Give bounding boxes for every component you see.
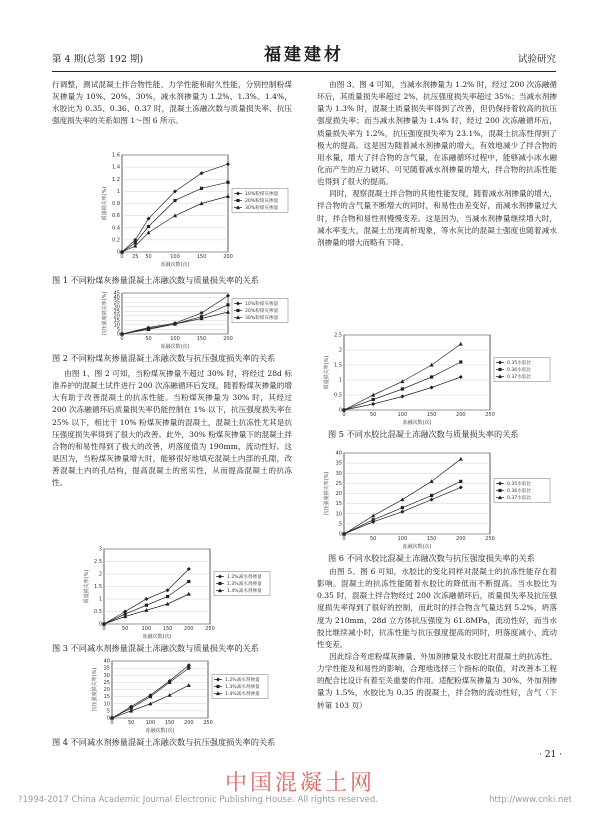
- y-tick-label: 0: [116, 249, 120, 256]
- data-point: [226, 194, 230, 198]
- x-tick-label: 100: [170, 336, 180, 342]
- fig1-chart: [100, 150, 290, 268]
- y-tick-label: 30: [335, 470, 342, 477]
- data-point: [168, 681, 171, 684]
- legend-label: 0.37水胶比: [507, 375, 532, 381]
- x-tick-label: 100: [397, 536, 408, 542]
- y-tick-label: 10: [103, 701, 110, 708]
- legend-label: 1.4%减水剂掺量: [225, 692, 260, 698]
- figure-5-caption: 图 5 不同水胶比混凝土冻融次数与质量损失率的关系: [328, 429, 519, 439]
- fig3-chart: [82, 544, 272, 640]
- series-line: [122, 296, 228, 334]
- y-tick-label: 20: [103, 687, 110, 694]
- right-column-body: [317, 566, 557, 712]
- x-tick-label: 0: [342, 412, 346, 418]
- legend-label: 30%粉煤灰掺量: [245, 316, 279, 322]
- y-tick-label: 1: [116, 188, 120, 195]
- y-tick-label: 0.2: [112, 237, 120, 244]
- right-paragraph-4: 因此综合考虑粉煤灰掺量、外加剂掺量及水胶比对混凝土的抗冻性、力学性能及和易性的影响，合理地选择三个指标的取值，对改善本工程的配合比设计有着至关重要的作用。适配粉煤灰掺量为 30%，外加剂掺量为 1.5%，水胶比为 0.35 的混凝土，拌合物的流动性好，含气（下转第 103 页）: [317, 651, 557, 710]
- legend-label: 0.35水胶比: [507, 482, 532, 488]
- y-tick-label: 40: [113, 295, 120, 302]
- fig5-chart: [322, 330, 552, 426]
- data-point: [187, 580, 190, 583]
- x-axis-label: 冻融次数(次): [145, 728, 175, 734]
- y-tick-label: 2: [98, 571, 102, 578]
- right-paragraph-3: 由图 5、图 6 可知，水胶比的变化同样对混凝土的抗冻性能存在着影响。混凝土的抗冻性能随着水胶比的降低而不断提高。当水胶比为 0.35 时，混凝土拌合物经过 200 次冻融循环后，质量损失率及抗压强度损失率得到了很好的控制，而此时的拌合物含气量达到 5.2%，坍落度为 210mm，28d 立方体抗压强度为 61.8MPa，流动性好，而当水胶比继续减小时，抗冻性能与抗压强度提高的同时，坍落度减小，流动性变差。: [317, 567, 557, 649]
- data-point: [459, 360, 462, 363]
- y-tick-label: 40: [103, 658, 110, 665]
- x-tick-label: 0: [110, 720, 114, 726]
- x-tick-label: 150: [164, 720, 175, 726]
- figure-6: [322, 448, 552, 550]
- x-tick-label: 150: [426, 536, 437, 542]
- figure-4-caption: 图 4 不同减水剂掺量混凝土冻融次数与抗压强度损失率的关系: [52, 737, 276, 747]
- x-axis-label: 冻融次数(次): [402, 544, 432, 550]
- y-tick-label: 30: [103, 672, 110, 679]
- data-point: [430, 375, 433, 378]
- fig4-chart: [90, 656, 270, 734]
- data-point: [401, 387, 404, 390]
- data-point: [168, 693, 172, 697]
- y-tick-label: 35: [103, 665, 110, 672]
- y-tick-label: 1.4: [112, 164, 120, 171]
- figure-2: [100, 288, 290, 350]
- legend-label: 0.36水胶比: [507, 368, 532, 374]
- data-point: [430, 479, 434, 483]
- x-tick-label: 250: [203, 720, 213, 726]
- y-tick-label: 0: [338, 531, 342, 538]
- page-header: [52, 46, 556, 72]
- y-axis-label: 抗压强度损失率(%): [324, 471, 330, 516]
- legend-label: 1.3%减水剂掺量: [227, 582, 262, 588]
- figure-1-caption: 图 1 不同粉煤灰掺量混凝土冻融次数与质量损失率的关系: [52, 275, 259, 285]
- right-paragraph-1: 由图 3、图 4 可知，当减水剂掺量为 1.2% 时，经过 200 次冻融循环后，其质量损失率超过 2%，抗压强度损失率超过 35%；当减水剂掺量为 1.3% 时，混凝土质量损失率得到了改善，但仍保持着较高的抗压强度损失率；而当减水剂掺量为 1.4% 时，经过 200 次冻融循环后，质量损失率为 1.2%，抗压强度损失率为 23.1%，混凝土抗冻性得到了极大的提高。这是因为随着减水剂掺量的增大，有效地减少了拌合物的用水量，增大了拌合物的含气量，在冻融循环过程中，能够减小冰水融化而产生的应力破坏。可见随着减水剂掺量的增大，拌合物的抗冻性能也得到了很大的提高。: [317, 80, 557, 187]
- left-paragraph-1: 行调整，测试混凝土拌合物性能、力学性能和耐久性能，分别控制粉煤灰掺量为 10%、20%、30%，减水剂掺量为 1.2%、1.3%、1.4%，水胶比为 0.35、0.36、0.37 时，混凝土冻融次数与质量损失率、抗压强度损失率的关系如图 1～图 6 所示。: [52, 80, 292, 126]
- y-tick-label: 0.8: [112, 201, 120, 208]
- y-tick-label: 0.4: [112, 225, 120, 232]
- left-column-body: [52, 368, 292, 489]
- y-tick-label: 0.5: [94, 609, 102, 616]
- data-point: [145, 604, 148, 607]
- data-point: [144, 597, 148, 601]
- y-tick-label: 30: [113, 304, 120, 311]
- series-line: [112, 665, 189, 718]
- x-tick-label: 50: [145, 336, 152, 342]
- x-tick-label: 150: [426, 412, 437, 418]
- legend-marker: [498, 489, 501, 492]
- data-point: [459, 480, 462, 483]
- series-line: [112, 668, 189, 718]
- x-axis-label: 冻融次数(次): [160, 344, 190, 350]
- y-tick-label: 15: [335, 501, 342, 508]
- y-tick-label: 20: [113, 313, 120, 320]
- right-paragraph-2: 同时，观察混凝土拌合物的其他性能发现，随着减水剂掺量的增大，拌合物的含气量不断增大的同时，和易性由差变好，而减水剂掺量过大时，拌合物和易性则慢慢变差。这是因为，当减水剂掺量继续增大时，减水率变大，混凝土出现离析现象，等水灰比的混凝土强度也随着减水剂掺量的增大而略有下降。: [317, 189, 557, 247]
- y-tick-label: 35: [113, 299, 120, 306]
- legend-label: 10%粉煤灰掺量: [245, 302, 279, 308]
- y-tick-label: 0.5: [334, 392, 342, 399]
- x-tick-label: 200: [223, 336, 233, 342]
- y-axis-label: 质量损失率(%): [324, 355, 330, 390]
- data-point: [187, 667, 190, 670]
- y-tick-label: 1.5: [94, 584, 102, 591]
- x-tick-label: 250: [205, 626, 215, 632]
- figure-3: [82, 544, 272, 640]
- legend-label: 1.4%减水剂掺量: [227, 589, 262, 595]
- x-tick-label: 0: [342, 536, 346, 542]
- left-paragraph-2: 由图 1、图 2 可知，当粉煤灰掺量不超过 30% 时，将经过 28d 标准养护的混凝土试件进行 200 次冻融循环后发现，随着粉煤灰掺量的增大有助于改善混凝土的抗冻性能。当粉煤灰掺量为 30% 时，其经过 200 次冻融循环后质量损失率仍能控制在 1% 以下，抗压强度损失率在 25% 以下，相比于 10% 粉煤灰掺量的混凝土，混凝土抗冻性尤其是抗压强度损失率得到了很大的改善。此外，30% 粉煤灰掺量下的混凝土拌合物的和易性得到了极大的改善，坍落度值为 190mm，流动性好。这是因为，当粉煤灰掺量增大时，能够很好地填充混凝土内部的孔隙，改善混凝土内的孔结构，提高混凝土的密实性，从而提高混凝土的抗冻性。: [52, 369, 292, 488]
- x-tick-label: 200: [456, 536, 466, 542]
- y-tick-label: 0: [106, 715, 110, 722]
- y-tick-label: 0: [98, 621, 102, 628]
- right-column: [317, 79, 557, 249]
- data-point: [226, 294, 230, 298]
- y-tick-label: 0: [116, 331, 120, 338]
- figure-2-caption: 图 2 不同粉煤灰掺量混凝土冻融次数与抗压强度损失率的关系: [52, 353, 276, 363]
- data-point: [147, 230, 151, 234]
- data-point: [401, 506, 404, 509]
- data-point: [459, 342, 463, 346]
- x-tick-label: 100: [397, 412, 408, 418]
- x-tick-label: 100: [141, 626, 152, 632]
- x-tick-label: 250: [485, 536, 495, 542]
- fig2-chart: [100, 288, 290, 350]
- legend-label: 30%粉煤灰掺量: [245, 206, 279, 212]
- y-tick-label: 35: [335, 460, 342, 467]
- y-tick-label: 5: [116, 327, 120, 334]
- figure-6-caption: 图 6 不同水胶比混凝土冻融次数与抗压强度损失率的关系: [328, 553, 535, 563]
- journal-masthead: 福建建材: [264, 44, 344, 65]
- y-axis-label: 抗压强度损失率(%): [92, 667, 98, 712]
- site-url[interactable]: http://www.cnki.net: [489, 795, 572, 805]
- y-axis-label: 质量损失率(%): [84, 569, 90, 604]
- data-point: [430, 386, 434, 390]
- x-tick-label: 0: [120, 254, 124, 260]
- y-tick-label: 40: [335, 450, 342, 457]
- data-point: [226, 181, 229, 184]
- legend-label: 20%粉煤灰掺量: [245, 309, 279, 315]
- data-point: [147, 225, 150, 228]
- legend-label: 0.37水胶比: [507, 496, 532, 502]
- issue-label: 第 4 期(总第 192 期): [52, 53, 144, 65]
- data-point: [430, 498, 434, 502]
- legend-label: 10%粉煤灰掺量: [245, 192, 279, 198]
- y-tick-label: 10: [335, 511, 342, 518]
- data-point: [430, 363, 434, 367]
- y-tick-label: 5: [338, 521, 342, 528]
- legend-label: 1.2%减水剂掺量: [225, 678, 260, 684]
- legend-label: 0.36水胶比: [507, 489, 532, 495]
- figure-3-caption: 图 3 不同减水剂掺量混凝土冻融次数与质量损失率的关系: [52, 643, 259, 653]
- y-tick-label: 2.5: [334, 332, 342, 339]
- series-line: [344, 459, 461, 534]
- x-axis-label: 冻融次数(次): [142, 634, 172, 640]
- data-point: [371, 402, 375, 406]
- left-column: [52, 79, 292, 128]
- y-axis-label: 质量损失率(%): [102, 186, 108, 221]
- series-line: [122, 196, 228, 252]
- y-tick-label: 0.6: [112, 213, 120, 220]
- legend-label: 1.2%减水剂掺量: [227, 575, 262, 581]
- data-point: [173, 199, 176, 202]
- x-tick-label: 150: [196, 336, 207, 342]
- data-point: [166, 595, 169, 598]
- x-tick-label: 150: [162, 626, 173, 632]
- x-axis-label: 冻融次数(次): [160, 262, 190, 268]
- y-tick-label: 10: [113, 322, 120, 329]
- legend-label: 0.35水胶比: [507, 361, 532, 367]
- x-tick-label: 0: [102, 626, 106, 632]
- data-point: [371, 514, 375, 518]
- x-tick-label: 250: [485, 412, 495, 418]
- x-tick-label: 200: [184, 626, 194, 632]
- copyright-notice: ?1994-2017 China Academic Journal Electronic Publishing House. All rights reserved.: [18, 795, 378, 805]
- page-number: · 21 ·: [539, 750, 562, 760]
- legend-marker: [218, 582, 221, 585]
- x-tick-label: 50: [128, 720, 135, 726]
- legend-label: 20%粉煤灰掺量: [245, 199, 279, 205]
- x-tick-label: 200: [456, 412, 466, 418]
- x-tick-label: 100: [145, 720, 156, 726]
- data-point: [459, 485, 463, 489]
- data-point: [430, 494, 433, 497]
- watermark-text: 中国混凝土网: [224, 771, 375, 796]
- y-tick-label: 25: [103, 679, 110, 686]
- data-point: [226, 162, 230, 166]
- y-tick-label: 1: [98, 596, 102, 603]
- y-tick-label: 1.6: [112, 152, 120, 159]
- data-point: [200, 187, 203, 190]
- data-point: [459, 457, 463, 461]
- y-tick-label: 2.5: [94, 559, 102, 566]
- series-line: [344, 344, 461, 410]
- data-point: [459, 375, 463, 379]
- x-tick-label: 50: [370, 412, 377, 418]
- data-point: [149, 695, 152, 698]
- y-axis-label: 抗压强度损失率(%): [102, 291, 108, 336]
- data-point: [372, 518, 375, 521]
- data-point: [372, 398, 375, 401]
- data-point: [187, 683, 191, 687]
- data-point: [200, 311, 204, 315]
- data-point: [400, 497, 404, 501]
- x-tick-label: 100: [170, 254, 180, 260]
- x-tick-label: 25: [132, 254, 139, 260]
- fig6-chart: [322, 448, 552, 550]
- y-tick-label: 1.2: [112, 176, 120, 183]
- data-point: [226, 310, 230, 314]
- series-line: [104, 582, 189, 625]
- series-line: [104, 569, 189, 624]
- x-tick-label: 50: [122, 626, 129, 632]
- y-tick-label: 5: [106, 708, 110, 715]
- x-tick-label: 50: [145, 254, 152, 260]
- x-axis-label: 冻融次数(次): [402, 420, 432, 426]
- data-point: [400, 510, 404, 514]
- figure-4: [90, 656, 270, 734]
- figure-1: [100, 150, 290, 268]
- legend-marker: [216, 685, 219, 688]
- y-tick-label: 3: [98, 546, 102, 553]
- y-tick-label: 0: [338, 407, 342, 414]
- x-tick-label: 150: [196, 254, 207, 260]
- y-tick-label: 25: [335, 480, 342, 487]
- figure-5: [322, 330, 552, 426]
- series-line: [344, 362, 461, 410]
- y-tick-label: 2: [338, 347, 342, 354]
- data-point: [200, 171, 204, 175]
- y-tick-label: 15: [113, 317, 120, 324]
- x-tick-label: 0: [120, 336, 124, 342]
- x-tick-label: 200: [184, 720, 194, 726]
- y-tick-label: 1: [338, 377, 342, 384]
- y-tick-label: 25: [113, 308, 120, 315]
- legend-marker: [498, 368, 501, 371]
- series-line: [122, 164, 228, 252]
- y-tick-label: 1.5: [334, 362, 342, 369]
- data-point: [187, 592, 191, 596]
- section-label: 试验研究: [517, 53, 556, 65]
- legend-marker: [236, 309, 239, 312]
- y-tick-label: 45: [113, 290, 120, 297]
- y-tick-label: 15: [103, 694, 110, 701]
- legend-marker: [236, 199, 239, 202]
- x-tick-label: 200: [223, 254, 233, 260]
- data-point: [226, 303, 229, 306]
- x-tick-label: 50: [370, 536, 377, 542]
- legend-label: 1.3%减水剂掺量: [225, 685, 260, 691]
- y-tick-label: 20: [335, 491, 342, 498]
- plot-area: [122, 293, 228, 334]
